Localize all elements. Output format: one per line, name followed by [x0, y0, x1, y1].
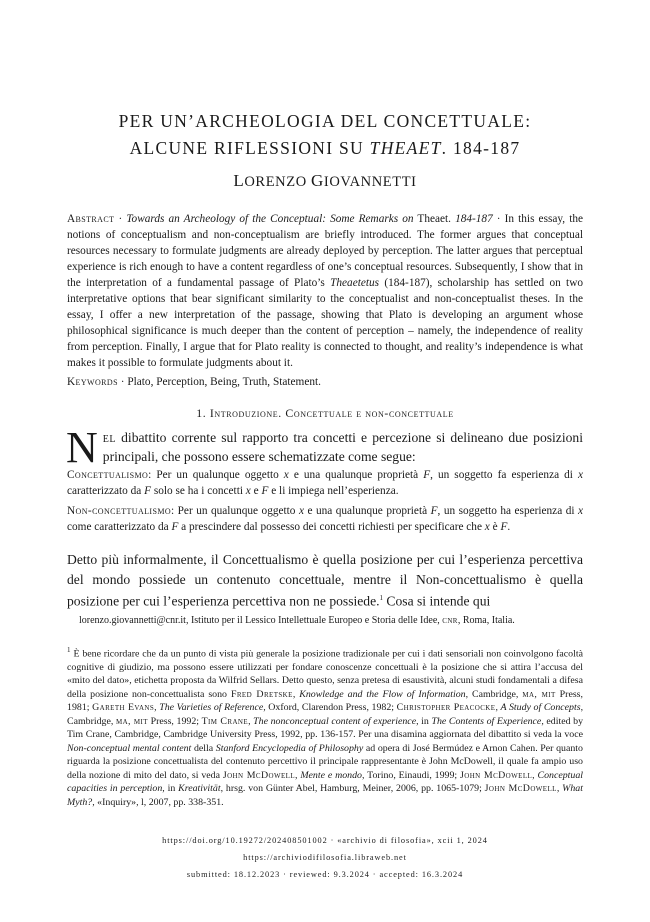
informal-tail: Cosa si intende qui — [383, 593, 491, 609]
cited-author: Gareth Evans — [92, 702, 155, 714]
footnote-text: È bene ricordare che da un punto di vista più generale la posizione tradizionale per cui i dati sensoriali non coinvolgono facoltà cognitive di giudizio, ma possono essere utilizzati per fondare conoscenze concettuali è la posizione che si attira l’accusa del «mito del dato», etichetta proposta da Wilfrid Sellars. Detto questo, senza pretesa di esaustività, alcuni studi fondamentali a difesa della posizione non-concettualista sono — [67, 648, 583, 700]
cited-author: John McDowell — [484, 783, 557, 795]
cited-work: The Contents of Experience — [431, 715, 542, 727]
definition-text: : Per un qualunque oggetto — [148, 469, 284, 481]
abstract-title: Towards an Archeology of the Conceptual: Some Remarks on — [126, 213, 414, 225]
footnote-text: , Torino, Einaudi, 1999; — [361, 769, 461, 781]
footnote-text: , edited by Tim Crane, Cambridge, Cambridge University Press, 1992, pp. 136-157. Per una disamina aggiornata del dibattito si veda la voce — [67, 715, 584, 741]
author-name — [60, 171, 590, 191]
definition-label: Concettualismo — [67, 469, 149, 481]
title-line-2 — [60, 135, 590, 162]
variable-x: x — [298, 505, 304, 517]
definition-text: solo se ha i concetti — [151, 485, 246, 497]
variable-x: x — [484, 521, 490, 533]
abstract-separator: · — [114, 213, 127, 225]
abstract-text-1: In this essay, the notions of conceptualism and non-conceptualism are briefly introduced. The former argues that conceptual resources necessary to formulate judgments are already deployed by perception. The latter argues that perceptual experience is rich enough to have a content regardless of one’s conceptual resources. Subsequently, I show that in the interpretation of a fundamental passage of Plato’s — [67, 213, 583, 289]
cited-work: Stanford Encyclopedia of Philosophy — [215, 742, 364, 754]
cited-work: What Myth? — [67, 783, 583, 808]
cited-work: Mente e mondo — [300, 769, 362, 781]
title-work-abbrev: THEAET — [369, 138, 442, 158]
abstract-label: Abstract — [67, 213, 115, 225]
author-affiliation — [67, 614, 583, 628]
definition-text: . — [507, 521, 511, 533]
footnote-reference[interactable]: 1 — [379, 594, 384, 602]
abstract-work: Theaetetus — [330, 277, 380, 289]
variable-f: F — [500, 521, 508, 533]
variable-x: x — [245, 485, 251, 497]
cited-work: Knowledge and the Flow of Information — [299, 688, 466, 700]
affiliation-cnr: cnr — [442, 615, 458, 626]
intro-first-word: el — [102, 430, 116, 445]
cited-work: Non-conceptual mental content — [67, 742, 192, 754]
title-line-2-suffix: . 184-187 — [441, 138, 521, 158]
abstract — [67, 211, 583, 371]
author-first-rest: ORENZO — [244, 174, 307, 190]
cited-author: John McDowell — [222, 769, 295, 781]
footnote-1: $^1$ È bene ricordare che da un punto di vista più generale la posizione tradizionale per cui i dati sensoriali non coinvolgono facoltà cognitive di giudizio, ma possono essere utilizzati per fondare conoscenze concettuali è la posizione che si attira l’accusa del «mito del dato», etichetta proposta da Wilfrid Sellars. Detto questo, senza pretesa di esaustività, alcuni studi fondamentali a difesa della posizione non-concettualista sono Fred Dretske, Knowledge and the Flow of Information, Cambridge, ma, mit Press, 1981; Gareth Evans, The Varieties of Reference, Oxford, Clarendon Press, 1982; Christopher Peacocke, A Study of Concepts, Cambridge, ma, mit Press, 1992; Tim Crane, The nonconceptual content of experience, in The Contents of Experience, edited by Tim Crane, Cambridge, Cambridge University Press, 1992, pp. 136-157. Per una disamina aggiornata del dibattito si veda la voce Non-conceptual mental content della Stanford Encyclopedia of Philosophy ad opera di José Bermúdez e Arnon Cahen. Per quanto riguarda la posizione concettualista del contenuto percettivo il principale rappresentante è John McDowell, il quale fa ampio uso della nozione di mito del dato, si veda John McDowell, Mente e mondo, Torino, Einaudi, 1999; John McDowell, Conceptual capacities in perception, in Kreativität, hrsg. von Günter Abel, Hamburg, Meiner, 2006, pp. 1065-1079; John McDowell, What Myth?, «Inquiry», l, 2007, pp. 338-351. — [67, 646, 584, 808]
definition-text: e li impiega nell’esperienza. — [268, 485, 399, 497]
publisher-abbrev: ma, mit — [522, 688, 556, 700]
article-title — [60, 108, 590, 162]
footnote-text: Press, 1981; — [67, 688, 583, 714]
definition-non-concettualismo — [67, 503, 583, 535]
intro-paragraph — [66, 423, 583, 472]
section-title: Introduzione. Concettuale e non-concettuale — [209, 406, 454, 420]
definition-text: e una qualunque proprietà — [288, 469, 424, 481]
keywords-text: Plato, Perception, Being, Truth, Statement. — [127, 376, 321, 388]
footnote-text: , in — [416, 715, 432, 727]
variable-f: F — [171, 521, 179, 533]
cited-work: The Varieties of Reference — [159, 702, 264, 714]
definition-text: a prescindere dal possesso dei concetti richiesti per specificare che — [178, 521, 485, 533]
footnote-number: 1 — [67, 646, 71, 654]
definition-text: e una qualunque proprietà — [303, 505, 431, 517]
definition-text: caratterizzato da — [67, 485, 145, 497]
title-line-1: PER UN’ARCHEOLOGIA DEL CONCETTUALE: — [118, 111, 532, 131]
affiliation-text-2: , Roma, Italia. — [457, 615, 515, 626]
author-initial-first: L — [233, 171, 245, 190]
keywords-separator: · — [117, 376, 128, 388]
definition-concettualismo — [67, 467, 583, 499]
cited-author: Tim Crane — [201, 715, 249, 727]
definition-text: e — [250, 485, 262, 497]
informal-text: Detto più informalmente, il Concettualismo è quella posizione per cui l’esperienza percettiva del mondo possiede un contenuto concettuale, mentre il Non-concettualismo è quella posizione per cui l’esperienza percettiva non ne possiede. — [67, 552, 583, 609]
section-heading — [67, 406, 583, 421]
footnote-text: , in — [162, 783, 179, 795]
abstract-separator-2: · — [492, 213, 505, 225]
definition-text: , un soggetto ha esperienza di — [437, 505, 578, 517]
footnote-text: Press, 1992; — [147, 715, 202, 727]
abstract-text-2: (184-187), scholarship has settled on two interpretative options that bear significant similarity to the conceptualist and non-conceptualist theses. In the essay, I offer a new interpretation of the passage, showing that Plato is developing an argument whose philosophical significance is much deeper than the content of perception – namely, the independence of reality from perception. Finally, I argue that for Plato reality is connected to thought, and reality’s independence is what makes it possible to formulate judgments about it. — [67, 277, 583, 369]
footer-doi-line[interactable]: https://doi.org/10.19272/202408501002 · «archivio di filosofia», xcii 1, 2024 — [162, 836, 488, 845]
definition-label: Non-concettualismo — [67, 505, 172, 517]
footnote-text: , hrsg. von Günter Abel, Hamburg, Meiner, 2006, pp. 1065-1079; — [220, 783, 485, 795]
author-last-rest: IOVANNETTI — [323, 174, 417, 190]
cited-author: Christopher Peacocke — [396, 702, 496, 714]
abstract-title-work: Theaet. — [413, 213, 456, 225]
footnote-text: , Cambridge, — [465, 688, 523, 700]
variable-f: F — [144, 485, 152, 497]
footnote-text: ad opera di José Bermúdez e Arnon Cahen. Per quanto riguarda la posizione concettualista del contenuto percettivo il principale rappresentante è John McDowell, il quale fa ampio uso della nozione di mito del dato, si veda — [67, 742, 583, 781]
footnote-text: , Cambridge, — [67, 702, 584, 727]
cited-author: Fred Dretske — [230, 688, 293, 700]
title-line-2-prefix: ALCUNE RIFLESSIONI SU — [129, 138, 370, 158]
definition-text: come caratterizzato da — [67, 521, 172, 533]
footnote-text: , «Inquiry», l, 2007, pp. 338-351. — [92, 796, 224, 808]
keywords-label: Keywords — [67, 376, 118, 388]
section-number: 1. — [196, 406, 210, 420]
definition-text: , un soggetto fa esperienza di — [430, 469, 578, 481]
footnote-text: , Oxford, Clarendon Press, 1982; — [263, 702, 397, 714]
cited-work: Conceptual capacities in perception — [67, 769, 584, 795]
cited-work: The nonconceptual content of experience — [253, 715, 417, 727]
abstract-title-range: 184-187 — [455, 213, 493, 225]
cited-work: A Study of Concepts — [500, 702, 581, 714]
variable-x: x — [578, 505, 584, 517]
variable-f: F — [430, 505, 438, 517]
variable-x: x — [577, 469, 583, 481]
cited-work: Kreativität — [178, 783, 221, 795]
keywords — [67, 374, 583, 390]
footer-website-link[interactable]: https://archiviodifilosofia.libraweb.net — [243, 853, 407, 862]
cited-author: John McDowell — [460, 769, 533, 781]
footnote-text: della — [191, 742, 216, 754]
informal-paragraph — [67, 550, 583, 611]
definition-text: è — [489, 521, 501, 533]
affiliation-text-1: lorenzo.giovannetti@cnr.it, Istituto per il Lessico Intellettuale Europeo e Storia delle Idee, — [79, 615, 443, 626]
variable-f: F — [261, 485, 269, 497]
definitions — [67, 467, 583, 539]
footer-submission-dates: submitted: 18.12.2023 · reviewed: 9.3.2024 · accepted: 16.3.2024 — [186, 870, 464, 879]
variable-f: F — [423, 469, 431, 481]
publisher-abbrev: ma, mit — [115, 715, 148, 727]
drop-cap: N — [66, 423, 98, 472]
variable-x: x — [283, 469, 289, 481]
definition-text: : Per un qualunque oggetto — [171, 505, 299, 517]
intro-text: dibattito corrente sul rapporto tra concetti e percezione si delineano due posizioni principali, che possono essere schematizzate come segue: — [102, 430, 583, 464]
author-initial-last: G — [311, 171, 324, 190]
